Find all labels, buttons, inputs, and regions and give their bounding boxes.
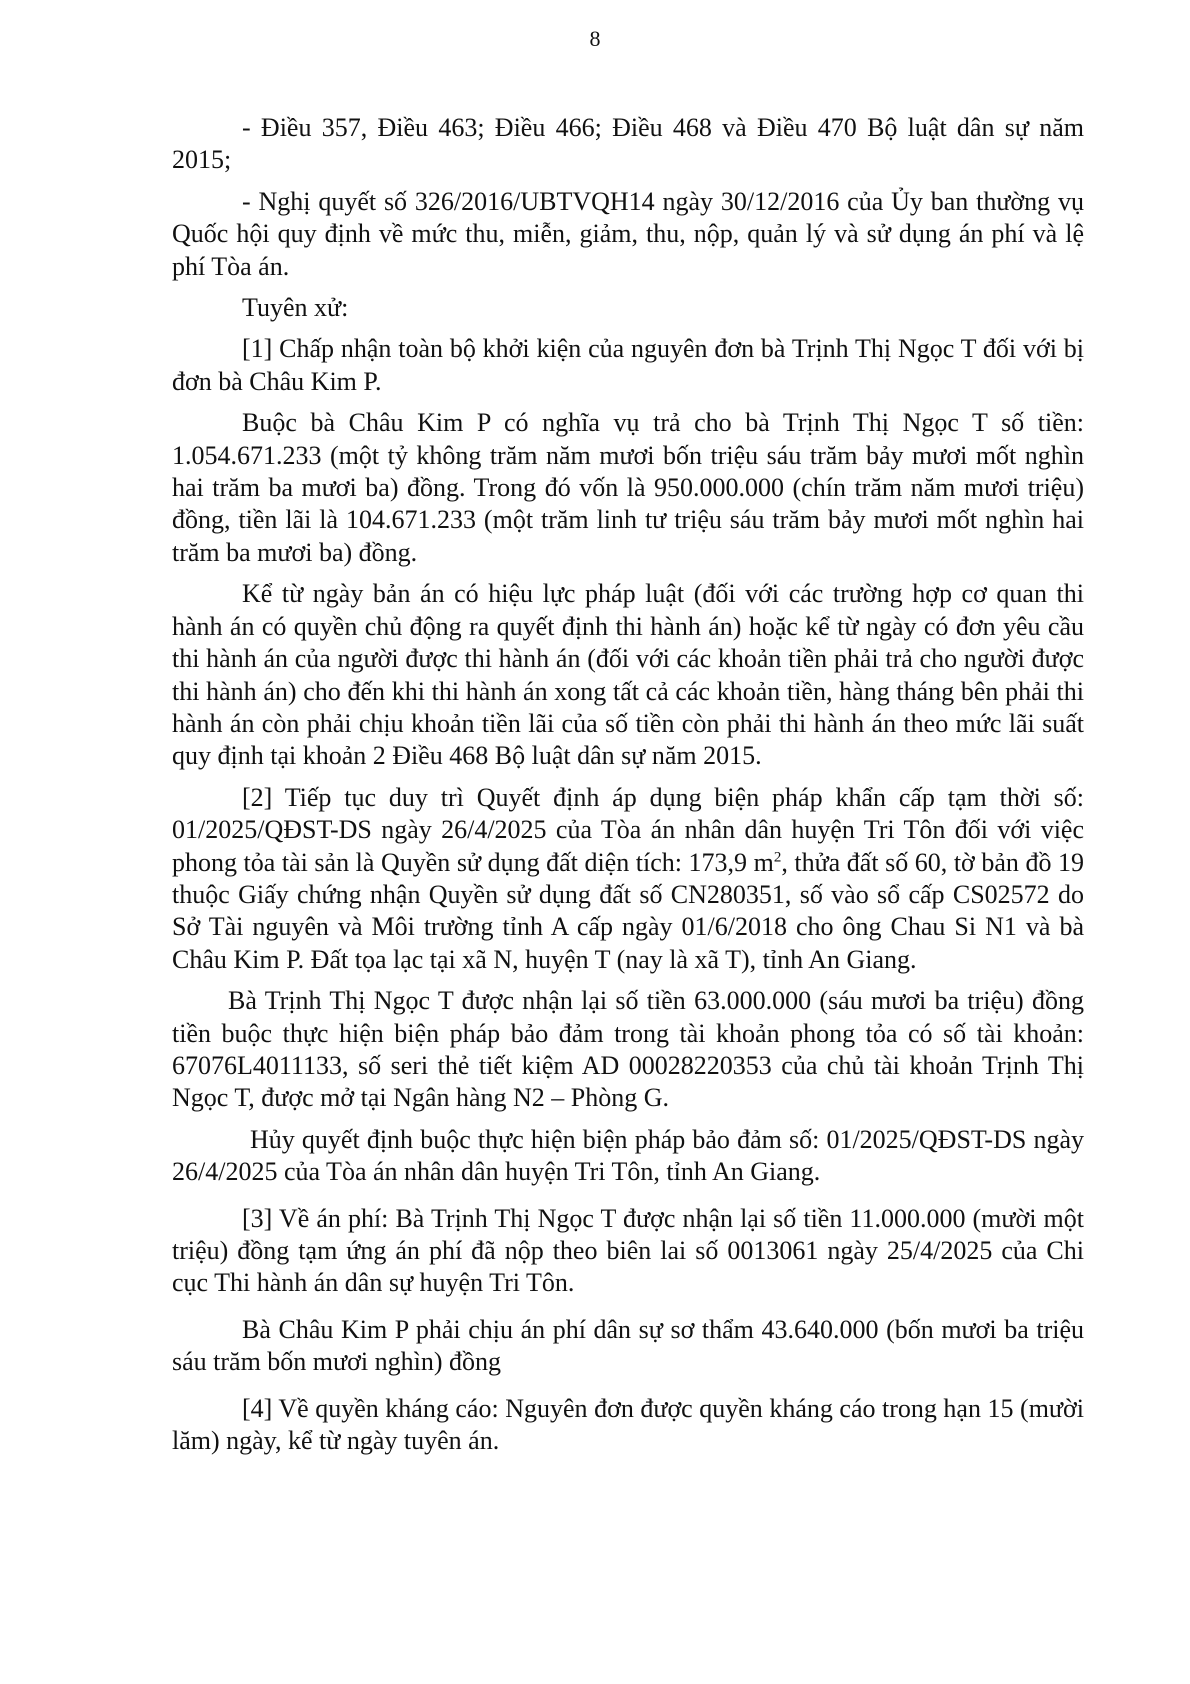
paragraph-ruling-4-appeal: [4] Về quyền kháng cáo: Nguyên đơn được quyền kháng cáo trong hạn 15 (mười lăm) ngày, kể từ ngày tuyên án.: [172, 1393, 1084, 1456]
paragraph-legal-basis-resolution: - Nghị quyết số 326/2016/UBTVQH14 ngày 30/12/2016 của Ủy ban thường vụ Quốc hội quy định về mức thu, miễn, giảm, thu, nộp, quản lý và sử dụng án phí và lệ phí Tòa án.: [172, 186, 1084, 281]
paragraph-ruling-1: [1] Chấp nhận toàn bộ khởi kiện của nguyên đơn bà Trịnh Thị Ngọc T đối với bị đơn bà Châu Kim P.: [172, 334, 1084, 396]
paragraph-ruling-3-court-fee: [3] Về án phí: Bà Trịnh Thị Ngọc T được nhận lại số tiền 11.000.000 (mười một triệu) đồng tạm ứng án phí đã nộp theo biên lai số 0013061 ngày 25/4/2025 của Chi cục Thi hành án dân sự huyện Tri Tôn.: [172, 1203, 1084, 1298]
ruling-2-text-before: [2] Tiếp tục duy trì Quyết định áp dụng biện pháp khẩn cấp tạm thời số: 01/2025/QĐST-DS ngày 26/4/2025 của Tòa án nhân dân huyện Tri Tôn đối với việc phong tỏa tài sản là Quyền sử dụng đất diện tích: 173,9 m: [172, 782, 1084, 877]
paragraph-defendant-fee: Bà Châu Kim P phải chịu án phí dân sự sơ thẩm 43.640.000 (bốn mươi ba triệu sáu trăm bốn mươi nghìn) đồng: [172, 1314, 1084, 1377]
paragraph-interest: Kể từ ngày bản án có hiệu lực pháp luật (đối với các trường hợp cơ quan thi hành án có quyền chủ động ra quyết định thi hành án) hoặc kể từ ngày có đơn yêu cầu thi hành án của người được thi hành án (đối với các khoản tiền phải trả cho người được thi hành án) cho đến khi thi hành án xong tất cả các khoản tiền, hàng tháng bên phải thi hành án còn phải chịu khoản tiền lãi của số tiền còn phải thi hành án theo mức lãi suất quy định tại khoản 2 Điều 468 Bộ luật dân sự năm 2015.: [172, 579, 1084, 771]
paragraph-cancel-decision: Hủy quyết định buộc thực hiện biện pháp bảo đảm số: 01/2025/QĐST-DS ngày 26/4/2025 của Tòa án nhân dân huyện Tri Tôn, tỉnh An Giang.: [172, 1124, 1084, 1187]
page-number: 8: [589, 26, 601, 51]
ruling-2-text-after: , thửa đất số 60, tờ bản đồ 19 thuộc Giấy chứng nhận Quyền sử dụng đất số CN280351, số vào sổ cấp CS02572 do Sở Tài nguyên và Môi trường tỉnh A cấp ngày 01/6/2018 cho ông Chau Si N1 và bà Châu Kim P. Đất tọa lạc tại xã N, huyện T (nay là xã T), tỉnh An Giang.: [172, 847, 1084, 974]
paragraph-verdict-heading: Tuyên xử:: [242, 293, 349, 323]
paragraph-refund-deposit: Bà Trịnh Thị Ngọc T được nhận lại số tiền 63.000.000 (sáu mươi ba triệu) đồng tiền buộc thực hiện biện pháp bảo đảm trong tài khoản phong tỏa có số tài khoản: 67076L4011133, số seri thẻ tiết kiệm AD 00028220353 của chủ tài khoản Trịnh Thị Ngọc T, được mở tại Ngân hàng N2 – Phòng G.: [172, 986, 1084, 1113]
paragraph-ruling-2: [172, 782, 1084, 976]
paragraph-legal-basis-civil-code: - Điều 357, Điều 463; Điều 466; Điều 468 và Điều 470 Bộ luật dân sự năm 2015;: [172, 113, 1084, 175]
paragraph-payment-obligation: Buộc bà Châu Kim P có nghĩa vụ trả cho bà Trịnh Thị Ngọc T số tiền: 1.054.671.233 (một tỷ không trăm năm mươi bốn triệu sáu trăm bảy mươi mốt nghìn hai trăm ba mươi ba) đồng. Trong đó vốn là 950.000.000 (chín trăm năm mươi triệu) đồng, tiền lãi là 104.671.233 (một trăm linh tư triệu sáu trăm bảy mươi mốt nghìn hai trăm ba mươi ba) đồng.: [172, 408, 1084, 567]
document-body: [172, 112, 1084, 1466]
ruling-2-superscript: 2: [773, 848, 782, 865]
